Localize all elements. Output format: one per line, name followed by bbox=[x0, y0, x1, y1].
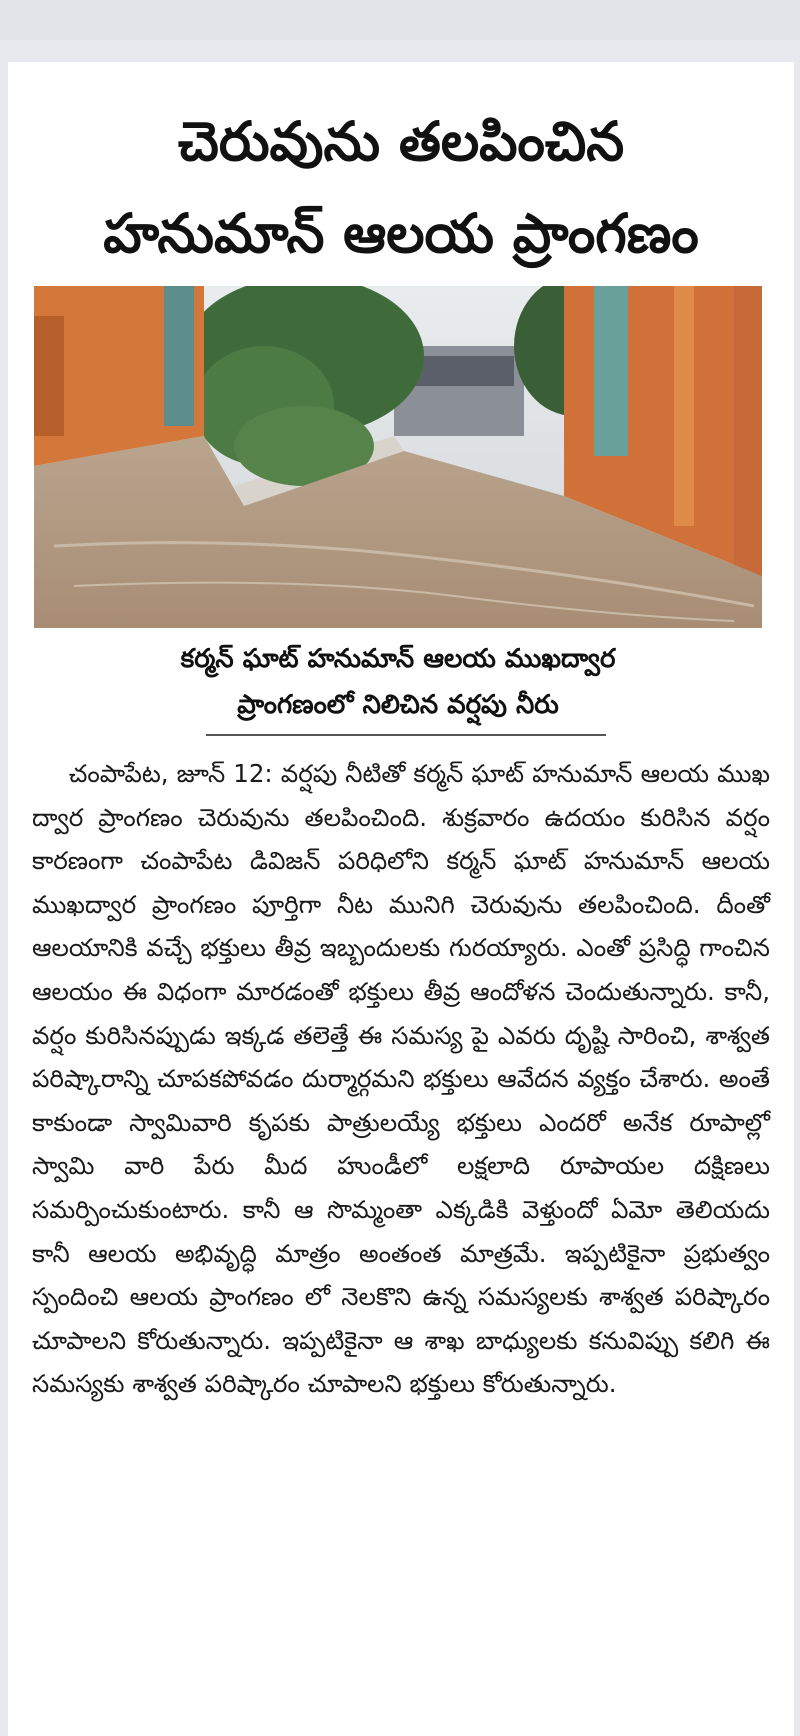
caption-divider bbox=[206, 734, 606, 736]
headline-line-2: హనుమాన్ ఆలయ ప్రాంగణం bbox=[103, 202, 699, 265]
flooded-temple-photo bbox=[34, 286, 762, 628]
photo-caption bbox=[34, 636, 762, 728]
caption-line-1: కర్మన్ ఘాట్ హనుమాన్ ఆలయ ముఖద్వార bbox=[180, 644, 616, 674]
article-headline bbox=[8, 96, 794, 280]
caption-line-2: ప్రాంగణంలో నిలిచిన వర్షపు నీరు bbox=[237, 690, 559, 720]
top-bar bbox=[0, 0, 800, 40]
headline-line-1: చెరువును తలపించిన bbox=[177, 110, 625, 173]
article-body bbox=[32, 752, 770, 1406]
article-paragraph: చంపాపేట, జూన్ 12: వర్షపు నీటితో కర్మన్ ఘాట్ హనుమాన్ ఆలయ ముఖ ద్వార ప్రాంగణం చెరువును తలపించింది. శుక్రవారం ఉదయం కురిసిన వర్షం కారణంగా చంపాపేట డివిజన్ పరిధిలోని కర్మన్ ఘాట్ హనుమాన్ ఆలయ ముఖద్వార ప్రాంగణం పూర్తిగా నీట మునిగి చెరువును తలపించింది. దీంతో ఆలయానికి వచ్చే భక్తులు తీవ్ర ఇబ్బందులకు గురయ్యారు. ఎంతో ప్రసిద్ధి గాంచిన ఆలయం ఈ విధంగా మారడంతో భక్తులు తీవ్ర ఆందోళన చెందుతున్నారు. కానీ, వర్షం కురిసినప్పుడు ఇక్కడ తలెత్తే ఈ సమస్య పై ఎవరు దృష్టి సారించి, శాశ్వత పరిష్కారాన్ని చూపకపోవడం దుర్మార్గమని భక్తులు ఆవేదన వ్యక్తం చేశారు. అంతే కాకుండా స్వామివారి కృపకు పాత్రులయ్యే భక్తులు ఎందరో అనేక రూపాల్లో స్వామి వారి పేరు మీద హుండీలో లక్షలాది రూపాయల దక్షిణలు సమర్పించుకుంటారు. కానీ ఆ సొమ్మంతా ఎక్కడికి వెళ్తుందో ఏమో తెలియదు కానీ ఆలయ అభివృద్ధి మాత్రం అంతంత మాత్రమే. ఇప్పటికైనా ప్రభుత్వం స్పందించి ఆలయ ప్రాంగణం లో నెలకొని ఉన్న సమస్యలకు శాశ్వత పరిష్కారం చూపాలని కోరుతున్నారు. ఇప్పటికైనా ఆ శాఖ బాధ్యులకు కనువిప్పు కలిగి ఈ సమస్యకు శాశ్వత పరిష్కారం చూపాలని భక్తులు కోరుతున్నారు. bbox=[32, 759, 770, 1399]
news-clipping bbox=[8, 62, 794, 1736]
